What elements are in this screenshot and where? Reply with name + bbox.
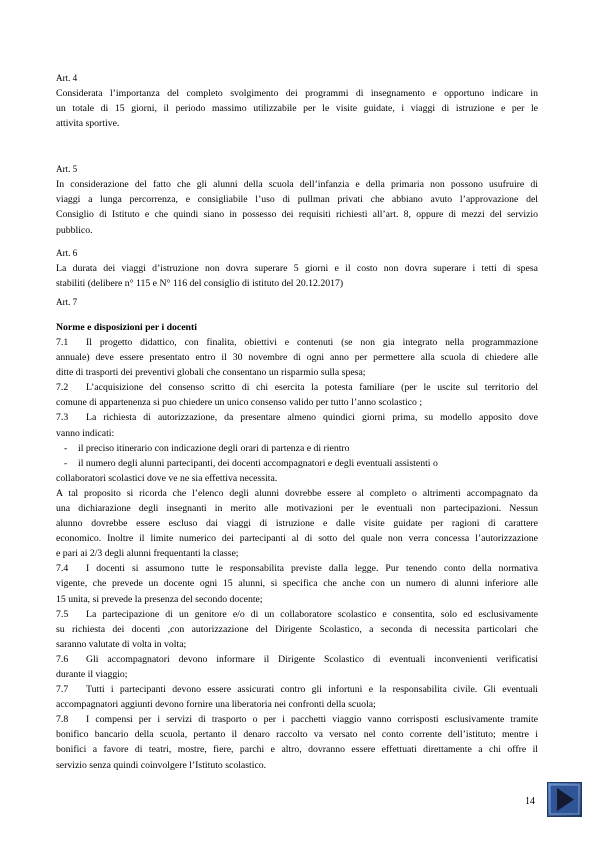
item-number: 7.6: [56, 653, 69, 665]
item-number: 7.5: [56, 608, 69, 620]
next-page-arrow-icon: [547, 782, 582, 817]
item-line: vanno indicati:: [56, 427, 115, 439]
item-line: 15 unita, si prevede la presenza del secondo docente;: [56, 593, 263, 605]
list-item-7-8: [56, 712, 538, 727]
article-7-heading: Art. 7: [56, 296, 78, 307]
item-line: annuale) deve essere presentato entro il 30 novembre di ogni anno per permettere alla scuola di chiedere alle: [56, 352, 538, 364]
item-line: A tal proposito si ricorda che l’elenco degli alunni dovrebbe essere al completo o altrimenti accompagnato da: [56, 487, 538, 499]
item-line: durante il viaggio;: [56, 669, 128, 680]
item-number: 7.3: [56, 412, 69, 424]
article-5-line: In considerazione del fatto che gli alunni della scuola dell’infanzia e della primaria non possono usufruire di: [56, 179, 538, 191]
article-4: [56, 71, 538, 131]
article-5-line: Consiglio di Istituto e che quindi siano in possesso dei requisiti richiesti all’art. 8, oppure di mezzi del servizio: [56, 209, 538, 221]
dash-bullet-icon: -: [64, 442, 68, 454]
item-line: bonifici a favore di teatri, mostre, fiere, parchi e altro, dovranno essere effettuati direttamente a chi offre il: [56, 744, 538, 756]
article-6-line: stabiliti (delibere n° 115 e N° 116 del consiglio di istituto del 20.12.2017): [56, 277, 344, 289]
item-text: L’acquisizione del consenso scritto di chi esercita la potesta familiare (per le uscite sul territorio del: [86, 382, 538, 394]
article-4-line: un totale di 15 giorni, il periodo massimo utilizzabile per le visite guidate, i viaggi di istruzione e per le: [56, 103, 538, 115]
article-5-heading: Art. 5: [56, 164, 78, 175]
article-6: [56, 246, 538, 291]
list-item-7-2: [56, 380, 538, 395]
item-text: Tutti i partecipanti devono essere assicurati contro gli infortuni e la responsabilita civile. Gli eventuali: [86, 684, 538, 696]
dash-bullet-icon: -: [64, 457, 68, 469]
list-item-7-1: [56, 335, 538, 350]
item-number: 7.8: [56, 714, 69, 726]
article-5: [56, 162, 538, 237]
item-number: 7.4: [56, 563, 69, 575]
article-6-heading: Art. 6: [56, 247, 78, 258]
list-item-7-5: [56, 607, 538, 622]
list-item-7-3: [56, 410, 538, 425]
article-7: [56, 295, 538, 773]
item-text: Il progetto didattico, con finalita, obiettivi e contenuti (se non gia integrato nella programmazione: [86, 336, 538, 348]
item-text: I compensi per i servizi di trasporto o per i pacchetti viaggio vanno corrisposti esclusivamente tramite: [86, 714, 538, 726]
item-line: collaboratori scolastici dove ve ne sia effettiva necessita.: [56, 472, 278, 484]
article-4-line: Considerata l’importanza del completo svolgimento dei programmi di insegnamento e opportuno indicare in: [56, 88, 538, 99]
item-line: bonifico bancario della scuola, pertanto il denaro raccolto va versato nel conto corrente dell’istituto; mentre i: [56, 729, 538, 741]
article-5-line: viaggi a lunga percorrenza, e consigliabile l’uso di pullman privati che abbiano avuto l’approvazione del: [56, 194, 538, 206]
bullet-item: - il numero degli alunni partecipanti, dei docenti accompagnatori e degli eventuali assistenti o: [56, 456, 538, 471]
article-6-line: La durata dei viaggi d’istruzione non dovra superare 5 giorni e il costo non dovra superare i tetti di spesa: [56, 262, 538, 274]
item-line: economico. Inoltre il limite numerico dei partecipanti al di sotto del quale non verra concessa l’autorizzazione: [56, 533, 538, 545]
item-line: ditte di trasporti dei preventivi globali che consentano un risparmio sulla spesa;: [56, 367, 366, 379]
item-number: 7.2: [56, 382, 69, 394]
item-line: servizio senza quindi coinvolgere l’Istituto scolastico.: [56, 759, 267, 771]
bullet-item: - il preciso itinerario con indicazione degli orari di partenza e di rientro: [56, 441, 538, 456]
next-page-button[interactable]: [547, 782, 582, 817]
item-text: La partecipazione di un genitore e/o di un collaboratore scolastico e consentita, solo ed esclusivamente: [86, 608, 538, 620]
list-item-7-4: [56, 561, 538, 576]
item-line: comune di appartenenza si puo chiedere un unico consenso valido per tutto l’anno scolastico ;: [56, 397, 423, 409]
item-number: 7.1: [56, 336, 69, 348]
item-line: e pari ai 2/3 degli alunni frequentanti la classe;: [56, 548, 239, 560]
item-number: 7.7: [56, 684, 69, 696]
list-item-7-7: [56, 682, 538, 697]
article-7-subheading: Norme e disposizioni per i docenti: [56, 321, 197, 333]
article-4-line: attivita sportive.: [56, 118, 120, 130]
item-line: su richiesta dei docenti ,con autorizzazione del Dirigente Scolastico, a seconda di necessita particolari che: [56, 623, 538, 635]
item-line: una dichiarazione degli insegnanti in merito alle motivazioni per le eventuali non partecipazioni. Nessun: [56, 502, 538, 514]
item-line: alunno dovrebbe essere escluso dai viaggi di istruzione e dalle visite guidate per ragioni di carattere: [56, 518, 538, 530]
page-number: 14: [525, 796, 535, 807]
document-page: [56, 71, 538, 773]
item-line: vigente, che prevede un docente ogni 15 alunni, si specifica che anche con un numero di alunni inferiore alle: [56, 578, 538, 590]
item-line: saranno valutate di volta in volta;: [56, 638, 187, 650]
item-line: accompagnatori aggiunti devono fornire una liberatoria nei confronti della scuola;: [56, 699, 376, 711]
list-item-7-6: [56, 652, 538, 667]
item-text: Gli accompagnatori devono informare il Dirigente Scolastico di eventuali inconvenienti verificatisi: [86, 653, 538, 665]
article-5-line: pubblico.: [56, 224, 93, 236]
item-text: I docenti si assumono tutte le responsabilita previste dalla legge. Pur tenendo conto della normativa: [86, 563, 538, 575]
item-text: La richiesta di autorizzazione, da presentare almeno quindici giorni prima, su modello apposito dove: [86, 412, 538, 424]
article-4-heading: Art. 4: [56, 73, 78, 83]
